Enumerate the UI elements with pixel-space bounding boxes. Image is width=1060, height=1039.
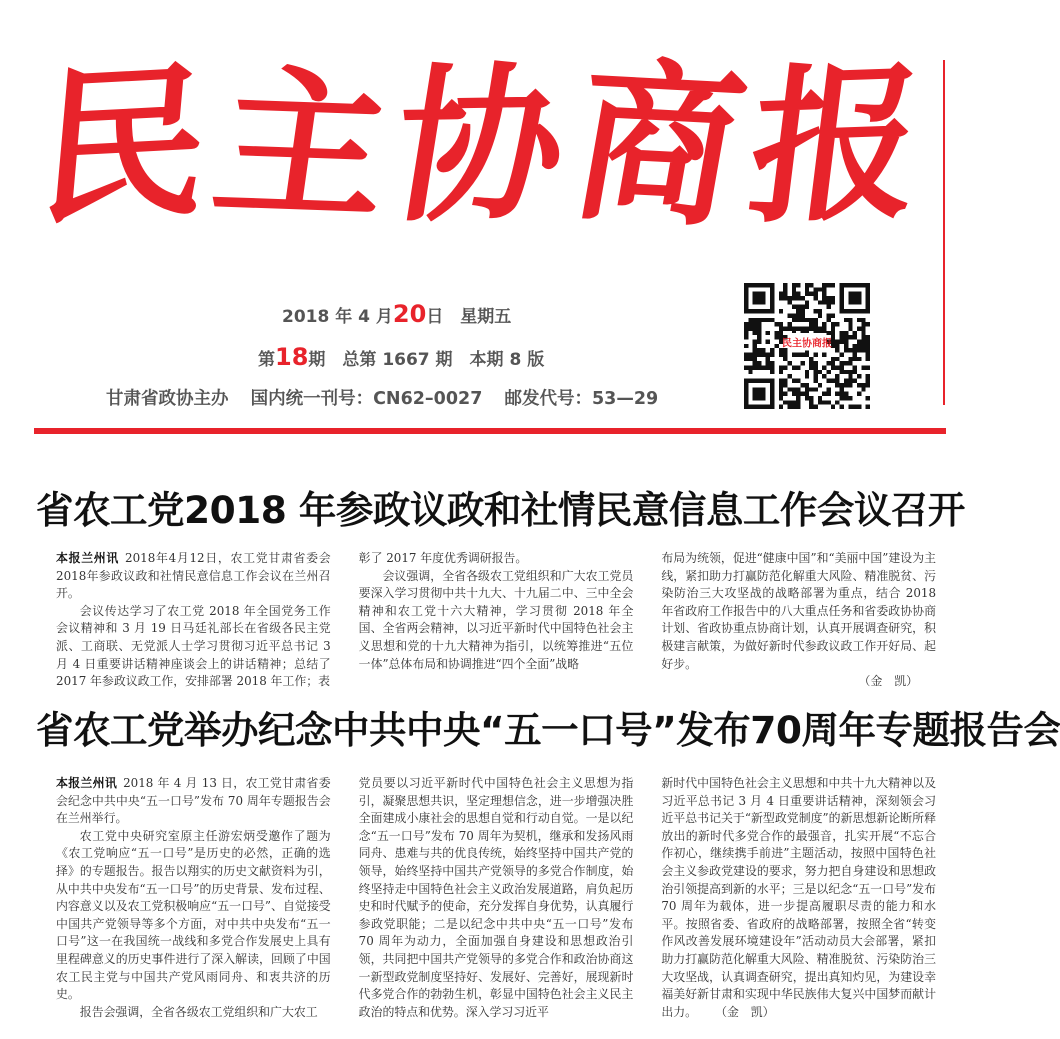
article-1-paragraph: 彰了 2017 年度优秀调研报告。	[358, 551, 528, 565]
masthead	[0, 0, 956, 440]
article-2-paragraph: 农工党中央研究室原主任游宏炳受邀作了题为《农工党响应“五一口号”是历史的必然，正确的选择》的专题报告。报告以翔实的历史文献资料为引，从中共中央发布“五一口号”的历史背景、发布过程、内容意义以及农工党积极响应“五一口号”、自觉接受中国共产党领导等多个方面，对中共中央发布“五一口号”这一在我国统一战线和多党合作发展史上具有里程碑意义的历史事件进行了深入解读，回顾了中国农工民主党与中国共产党风雨同舟、和衷共济的历史。	[56, 828, 331, 1002]
issue-date	[282, 300, 511, 328]
article-1-dateline: 本报兰州讯	[56, 551, 120, 565]
article-1-body	[56, 550, 937, 689]
issue-number	[258, 343, 544, 371]
article-1-lead-text: 2018年4月12日，农工党甘肃省委会2018年参政议政和社情民意信息工作会议在兰州召开。	[56, 551, 331, 601]
cn-number: 国内统一刊号：CN62–0027	[250, 389, 483, 409]
sponsor: 甘肃省政协主办	[106, 389, 229, 409]
postal-code: 邮发代号：53—29	[504, 389, 659, 409]
article-2-body	[56, 775, 936, 1030]
title-char: 民	[30, 41, 214, 249]
publication-info	[106, 385, 658, 410]
date-prefix: 2018 年 4 月	[282, 307, 393, 327]
article-2-paragraph: 报告会强调，全省各级农工党组织和广大农工	[79, 1004, 318, 1019]
issue-number-value: 18	[275, 343, 309, 371]
right-divider	[943, 60, 945, 405]
issue-prefix: 第	[258, 350, 275, 370]
newspaper-title	[30, 38, 929, 252]
title-char: 报	[739, 43, 929, 247]
article-2-paragraph	[661, 775, 936, 1021]
masthead-rule	[34, 428, 946, 434]
article-2-byline: （金 凯）	[721, 1004, 775, 1019]
article-2-headline: 省农工党举办纪念中共中央“五一口号”发布70周年专题报告会	[36, 708, 1060, 752]
title-char: 主	[203, 48, 397, 242]
article-1-lead	[56, 550, 331, 603]
article-2-lead	[56, 775, 331, 828]
date-day: 20	[392, 300, 427, 328]
qr-logo-text: 民主协商报	[782, 338, 832, 350]
article-1-headline: 省农工党2018 年参政议政和社情民意信息工作会议召开	[36, 488, 965, 532]
article-2-col-2	[359, 775, 634, 1030]
article-1-paragraph: 会议传达学习了农工党 2018 年全国党务工作会议精神和 3 月 19 日马廷礼部长在省级各民主党派、工商联、无党派人士学习贯彻习近平总书记 3 月 4 日重要讲话精神座谈会上的讲话精神；总结了 2017 年参政议政工作，安排部署 2018 年工作；表	[56, 603, 331, 689]
article-1-byline: （金 凯）	[858, 674, 919, 689]
title-char: 商	[558, 38, 754, 252]
article-1-col-1	[56, 550, 331, 689]
article-2-paragraph: 党员要以习近平新时代中国特色社会主义思想为指引，凝聚思想共识，坚定理想信念，进一步增强决胜全面建成小康社会的思想自觉和行动自觉。一是以纪念“五一口号”发布 70 周年为契机，继承和发扬风雨同舟、患难与共的优良传统，始终坚持中国共产党的领导，始终坚持中国共产党领导的多党合作制度，始终坚持走中国特色社会主义政治发展道路，肩负起历史和时代赋予的使命，充分发挥自身优势，认真履行参政党职能；二是以纪念中共中央“五一口号”发布 70 周年为动力，全面加强自身建设和思想政治引领，共同把中国共产党领导的多党合作和政治协商这一新型政党制度坚持好、发展好、完善好，展现新时代多党合作的勃勃生机，彰显中国特色社会主义民主政治的特点和优势。深入学习习近平	[358, 776, 634, 1019]
article-1-col-2	[359, 550, 634, 670]
article-1-paragraph: 会议强调，全省各级农工党组织和广大农工党员要深入学习贯彻中共十九大、十九届二中、三中全会精神和农工党十六大精神，学习贯彻 2018 年全国、全省两会精神，以习近平新时代中国特色社会主义思想和党的十九大精神为指引，以统筹推进“五位一体”总体布局和协调推进“四个全面”战略	[358, 568, 634, 671]
qr-code	[744, 283, 870, 409]
article-1-col-3	[661, 550, 937, 689]
issue-suffix: 期 总第 1667 期 本期 8 版	[308, 350, 545, 370]
date-suffix: 日 星期五	[426, 307, 512, 327]
article-2-dateline: 本报兰州讯	[56, 776, 118, 790]
title-char: 协	[380, 44, 576, 246]
article-2-lead-text: 2018 年 4 月 13 日，农工党甘肃省委会纪念中共中央“五一口号”发布 70 周年专题报告会在兰州举行。	[56, 776, 331, 826]
article-2-col-3	[661, 775, 936, 1030]
article-2-closing-text: 新时代中国特色社会主义思想和中共十九大精神以及习近平总书记 3 月 4 日重要讲话精神，深刻领会习近平总书记关于“新型政党制度”的新思想新论断所释放出的新时代多党合作的最强音，扎实开展“不忘合作初心，继续携手前进”主题活动，按照中国特色社会主义参政党建设的要求，努力把自身建设和思想政治引领提高到新的水平；三是以纪念“五一口号”发布 70 周年为载体，进一步提高履职尽责的能力和水平。按照省委、省政府的战略部署，按照全省“转变作风改善发展环境建设年”活动动员大会部署，紧扣助力打赢防范化解重大风险、精准脱贫、污染防治三大攻坚战，认真调查研究，提出真知灼见，为建设幸福美好新甘肃和实现中华民族伟大复兴中国梦而献计出力。	[661, 776, 937, 1019]
article-2-col-1	[56, 775, 331, 1030]
article-1-paragraph: 布局为统领，促进“健康中国”和“美丽中国”建设为主线，紧扣助力打赢防范化解重大风险、精准脱贫、污染防治三大攻坚战的战略部署为重点，结合 2018 年省政府工作报告中的八大重点任务和省委政协协商计划、省政协重点协商计划，认真开展调查研究，积极建言献策，为做好新时代参政议政工作开好局、起好步。	[661, 551, 937, 671]
